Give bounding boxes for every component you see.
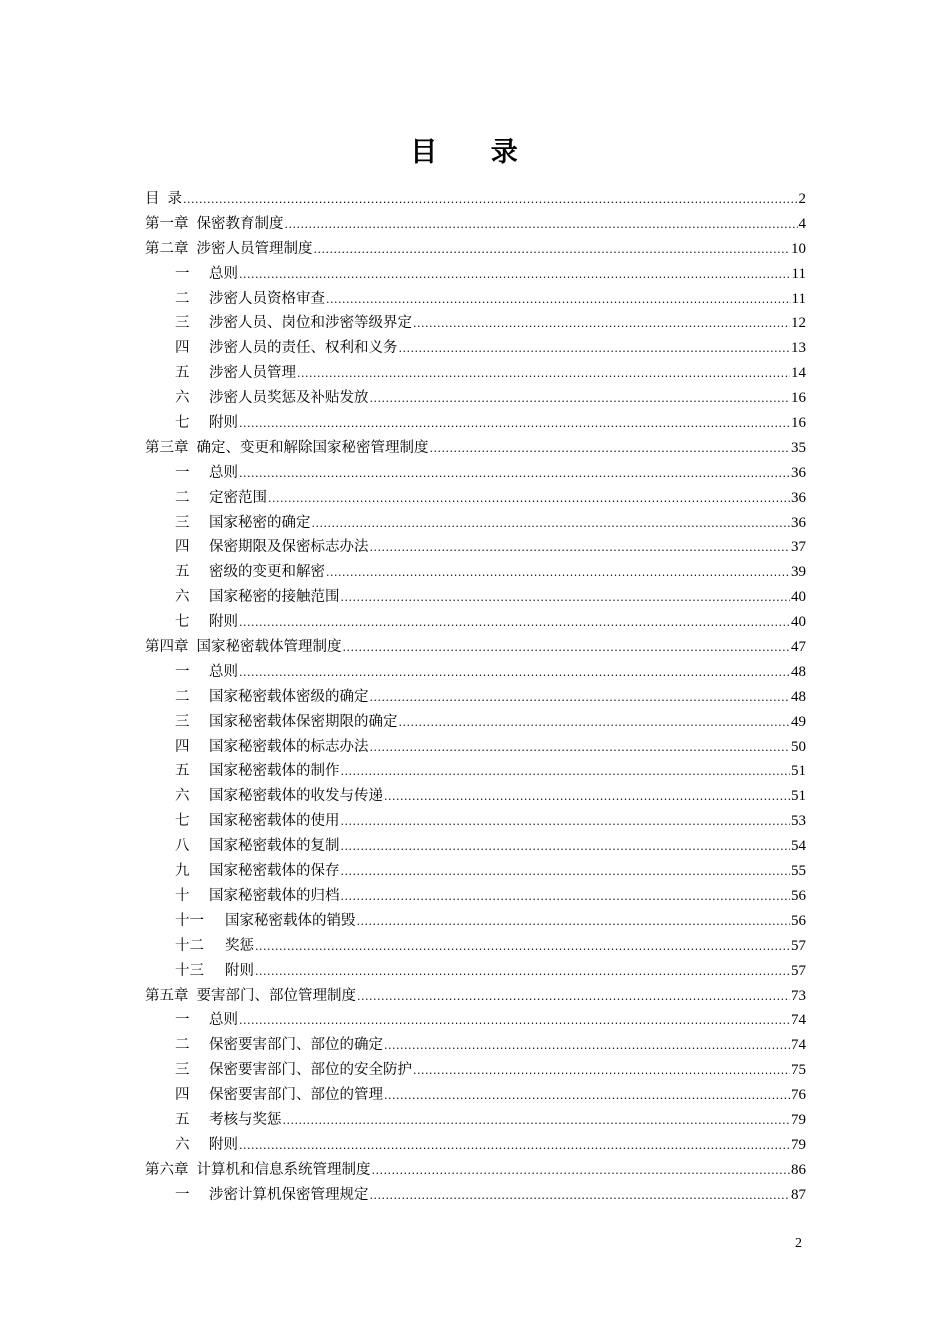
- toc-entry-title: 保密要害部门、部位的管理: [209, 1087, 383, 1104]
- toc-entry-title: 国家秘密载体管理制度: [196, 639, 342, 656]
- toc-entry-number: 二: [175, 290, 190, 307]
- toc-section-entry[interactable]: [145, 1183, 806, 1208]
- toc-section-entry[interactable]: [145, 262, 806, 287]
- toc-entry-page: 79: [791, 1136, 806, 1153]
- toc-entry-number: 六: [175, 390, 190, 407]
- toc-entry-number: 第五章: [145, 987, 189, 1004]
- toc-entry-title: 总则: [209, 464, 238, 481]
- toc-entry-number: 十一: [175, 912, 204, 929]
- table-of-contents: [145, 187, 806, 1208]
- toc-dot-leader: [341, 865, 791, 878]
- toc-section-entry[interactable]: [145, 809, 806, 834]
- toc-entry-page: 2: [798, 191, 806, 207]
- toc-entry-number: 五: [175, 564, 190, 581]
- toc-dot-leader: [268, 492, 790, 505]
- toc-entry-title: 附则: [209, 415, 238, 432]
- toc-entry-number: 十二: [175, 937, 204, 954]
- toc-section-entry[interactable]: [145, 1058, 806, 1083]
- toc-entry-title: 考核与奖惩: [209, 1111, 282, 1128]
- toc-entry-page: 50: [791, 738, 806, 755]
- toc-dot-leader: [370, 1189, 791, 1202]
- toc-dot-leader: [255, 940, 790, 953]
- toc-entry-title: 保密期限及保密标志办法: [209, 539, 369, 556]
- toc-entry-page: 56: [791, 912, 806, 929]
- toc-section-entry[interactable]: [145, 859, 806, 884]
- toc-dot-leader: [239, 1014, 790, 1027]
- toc-entry-number: 第四章: [145, 639, 189, 656]
- toc-entry-page: 53: [791, 813, 806, 830]
- toc-entry-title: 密级的变更和解密: [209, 564, 325, 581]
- toc-section-entry[interactable]: [145, 560, 806, 585]
- toc-entry-page: 55: [791, 863, 806, 880]
- toc-dot-leader: [384, 1089, 790, 1102]
- toc-entry-number: 第三章: [145, 439, 189, 456]
- toc-section-entry[interactable]: [145, 336, 806, 361]
- toc-entry-page: 40: [791, 589, 806, 606]
- toc-entry-title: 涉密计算机保密管理规定: [209, 1186, 369, 1203]
- toc-dot-leader: [341, 765, 791, 778]
- toc-section-entry[interactable]: [145, 710, 806, 735]
- toc-entry-title: 保密教育制度: [196, 215, 284, 232]
- toc-entry-page: 48: [791, 688, 806, 705]
- toc-dot-leader: [370, 741, 791, 754]
- toc-entry-number: 八: [175, 838, 190, 855]
- toc-section-entry[interactable]: [145, 759, 806, 784]
- toc-section-entry[interactable]: [145, 486, 806, 511]
- toc-entry-number: 一: [175, 265, 190, 282]
- toc-entry-number: 七: [175, 415, 190, 432]
- toc-entry-page: 56: [791, 887, 806, 904]
- toc-chapter-entry[interactable]: [145, 212, 806, 237]
- toc-entry-page: 76: [791, 1087, 806, 1104]
- toc-dot-leader: [430, 442, 791, 455]
- toc-dot-leader: [183, 193, 798, 206]
- toc-entry-page: 86: [791, 1161, 806, 1178]
- toc-chapter-entry[interactable]: [145, 984, 806, 1009]
- toc-entry-title: 涉密人员奖惩及补贴发放: [209, 390, 369, 407]
- toc-section-entry[interactable]: [145, 685, 806, 710]
- toc-entry-page: 74: [791, 1012, 806, 1029]
- toc-entry-title: 涉密人员资格审查: [209, 290, 325, 307]
- toc-entry-page: 11: [791, 265, 806, 282]
- toc-dot-leader: [239, 417, 790, 430]
- toc-dot-leader: [399, 716, 791, 729]
- toc-dot-leader: [341, 591, 791, 604]
- toc-section-entry[interactable]: [145, 884, 806, 909]
- toc-section-entry[interactable]: [145, 386, 806, 411]
- toc-entry-number: 十: [175, 887, 190, 904]
- toc-entry-title: 国家秘密载体的保存: [209, 863, 340, 880]
- toc-dot-leader: [326, 293, 791, 306]
- toc-entry-page: 57: [791, 962, 806, 979]
- toc-entry-title: 确定、变更和解除国家秘密管理制度: [196, 439, 429, 456]
- toc-entry-number: 五: [175, 365, 190, 382]
- toc-entry-number: 三: [175, 315, 190, 332]
- toc-section-entry[interactable]: [145, 834, 806, 859]
- toc-dot-leader: [239, 666, 790, 679]
- toc-entry-page: 51: [791, 788, 806, 805]
- toc-entry-title: 奖惩: [225, 937, 254, 954]
- toc-dot-leader: [399, 342, 791, 355]
- toc-section-entry[interactable]: [145, 361, 806, 386]
- toc-dot-leader: [285, 218, 798, 231]
- toc-dot-leader: [343, 641, 791, 654]
- toc-entry-title: 国家秘密的确定: [209, 514, 311, 531]
- toc-entry-page: 49: [791, 713, 806, 730]
- toc-entry-number: 五: [175, 1111, 190, 1128]
- toc-entry-page: 40: [791, 614, 806, 631]
- toc-chapter-entry[interactable]: [145, 1158, 806, 1183]
- toc-dot-leader: [413, 1064, 790, 1077]
- toc-entry-title: 保密要害部门、部位的确定: [209, 1037, 383, 1054]
- toc-entry-number: 六: [175, 589, 190, 606]
- toc-dot-leader: [314, 243, 791, 256]
- toc-entry-page: 51: [791, 763, 806, 780]
- toc-entry-title: 定密范围: [209, 489, 267, 506]
- toc-entry-number: 一: [175, 663, 190, 680]
- toc-entry-page: 16: [791, 390, 806, 407]
- toc-entry-number: 三: [175, 514, 190, 531]
- toc-entry-number: 九: [175, 863, 190, 880]
- toc-dot-leader: [384, 790, 790, 803]
- toc-entry-page: 12: [791, 315, 806, 332]
- toc-entry-page: 14: [791, 365, 806, 382]
- toc-dot-leader: [326, 566, 790, 579]
- toc-section-entry[interactable]: [145, 660, 806, 685]
- toc-section-entry[interactable]: [145, 1008, 806, 1033]
- toc-entry-page: 36: [791, 489, 806, 506]
- toc-section-entry[interactable]: [145, 411, 806, 436]
- toc-entry-title: 国家秘密载体的归档: [209, 887, 340, 904]
- page-title: 目 录: [410, 137, 540, 168]
- toc-entry-title: 国家秘密载体的标志办法: [209, 738, 369, 755]
- toc-entry-title: 国家秘密载体的销毁: [225, 912, 356, 929]
- toc-entry-page: 48: [791, 663, 806, 680]
- toc-entry-title: 国家秘密载体的复制: [209, 838, 340, 855]
- toc-entry-page: 36: [791, 464, 806, 481]
- toc-entry-page: 39: [791, 564, 806, 581]
- toc-entry-number: 六: [175, 788, 190, 805]
- toc-section-entry[interactable]: [145, 1133, 806, 1158]
- toc-entry-page: 4: [798, 215, 806, 232]
- toc-section-entry[interactable]: [145, 959, 806, 984]
- toc-section-entry[interactable]: [145, 1083, 806, 1108]
- toc-chapter-entry[interactable]: [145, 237, 806, 262]
- toc-entry-title: 附则: [209, 614, 238, 631]
- toc-dot-leader: [239, 616, 790, 629]
- toc-entry-number: 四: [175, 738, 190, 755]
- toc-entry-number: 七: [175, 813, 190, 830]
- toc-entry-number: 十三: [175, 962, 204, 979]
- toc-entry-number: 一: [175, 1012, 190, 1029]
- toc-dot-leader: [370, 392, 791, 405]
- toc-entry-title: 涉密人员管理: [209, 365, 296, 382]
- toc-entry-number: 第一章: [145, 215, 189, 232]
- toc-entry-number: 四: [175, 340, 190, 357]
- toc-entry-page: 35: [791, 439, 806, 456]
- toc-dot-leader: [370, 541, 791, 554]
- toc-entry-number: 一: [175, 1186, 190, 1203]
- toc-dot-leader: [297, 367, 790, 380]
- toc-entry-page: 79: [791, 1111, 806, 1128]
- toc-dot-leader: [341, 890, 791, 903]
- toc-entry-title: 总则: [209, 1012, 238, 1029]
- toc-entry-number: 七: [175, 614, 190, 631]
- toc-entry-title: 国家秘密的接触范围: [209, 589, 340, 606]
- toc-entry-number: 目: [145, 191, 160, 207]
- toc-dot-leader: [341, 840, 791, 853]
- toc-entry-page: 54: [791, 838, 806, 855]
- toc-chapter-entry[interactable]: [145, 436, 806, 461]
- toc-dot-leader: [239, 467, 790, 480]
- toc-entry-number: 四: [175, 539, 190, 556]
- toc-entry-title: 国家秘密载体密级的确定: [209, 688, 369, 705]
- toc-dot-leader: [357, 990, 790, 1003]
- toc-dot-leader: [312, 517, 791, 530]
- footer-page-number: 2: [795, 1236, 802, 1251]
- toc-entry-number: 四: [175, 1087, 190, 1104]
- toc-chapter-entry[interactable]: [145, 187, 806, 212]
- toc-section-entry[interactable]: [145, 610, 806, 635]
- toc-entry-title: 涉密人员的责任、权利和义务: [209, 340, 398, 357]
- toc-entry-number: 二: [175, 489, 190, 506]
- toc-entry-page: 16: [791, 415, 806, 432]
- toc-entry-title: 总则: [209, 663, 238, 680]
- toc-entry-page: 36: [791, 514, 806, 531]
- toc-entry-title: 总则: [209, 265, 238, 282]
- toc-entry-title: 保密要害部门、部位的安全防护: [209, 1062, 412, 1079]
- toc-entry-page: 73: [791, 987, 806, 1004]
- toc-entry-number: 第六章: [145, 1161, 189, 1178]
- toc-section-entry[interactable]: [145, 735, 806, 760]
- toc-entry-number: 六: [175, 1136, 190, 1153]
- toc-entry-title: 国家秘密载体的制作: [209, 763, 340, 780]
- toc-entry-page: 10: [791, 240, 806, 257]
- toc-entry-page: 74: [791, 1037, 806, 1054]
- toc-entry-page: 47: [791, 639, 806, 656]
- toc-entry-page: 37: [791, 539, 806, 556]
- toc-entry-page: 13: [791, 340, 806, 357]
- toc-section-entry[interactable]: [145, 784, 806, 809]
- toc-section-entry[interactable]: [145, 461, 806, 486]
- toc-entry-title: 国家秘密载体保密期限的确定: [209, 713, 398, 730]
- toc-entry-number: 第二章: [145, 240, 189, 257]
- toc-dot-leader: [341, 815, 791, 828]
- toc-entry-title: 涉密人员、岗位和涉密等级界定: [209, 315, 412, 332]
- toc-chapter-entry[interactable]: [145, 635, 806, 660]
- toc-dot-leader: [357, 915, 791, 928]
- toc-dot-leader: [372, 1164, 791, 1177]
- toc-section-entry[interactable]: [145, 585, 806, 610]
- toc-entry-number: 三: [175, 713, 190, 730]
- toc-entry-page: 75: [791, 1062, 806, 1079]
- toc-entry-title: 附则: [225, 962, 254, 979]
- toc-dot-leader: [384, 1039, 790, 1052]
- toc-dot-leader: [413, 317, 790, 330]
- toc-section-entry[interactable]: [145, 511, 806, 536]
- toc-entry-title: 国家秘密载体的收发与传递: [209, 788, 383, 805]
- toc-section-entry[interactable]: [145, 311, 806, 336]
- toc-section-entry[interactable]: [145, 909, 806, 934]
- toc-entry-title: 国家秘密载体的使用: [209, 813, 340, 830]
- toc-section-entry[interactable]: [145, 535, 806, 560]
- toc-section-entry[interactable]: [145, 287, 806, 312]
- toc-entry-number: 三: [175, 1062, 190, 1079]
- toc-dot-leader: [370, 691, 791, 704]
- toc-entry-page: 87: [791, 1186, 806, 1203]
- toc-entry-number: 二: [175, 1037, 190, 1054]
- toc-entry-number: 二: [175, 688, 190, 705]
- toc-entry-number: 五: [175, 763, 190, 780]
- toc-entry-number: 一: [175, 464, 190, 481]
- toc-entry-title: 录: [167, 191, 182, 207]
- toc-entry-title: 涉密人员管理制度: [196, 240, 313, 257]
- toc-entry-page: 11: [791, 290, 806, 307]
- toc-entry-page: 57: [791, 937, 806, 954]
- toc-dot-leader: [255, 965, 790, 978]
- toc-entry-title: 附则: [209, 1136, 238, 1153]
- toc-section-entry[interactable]: [145, 934, 806, 959]
- toc-section-entry[interactable]: [145, 1108, 806, 1133]
- toc-section-entry[interactable]: [145, 1033, 806, 1058]
- toc-dot-leader: [283, 1114, 791, 1127]
- toc-entry-title: 计算机和信息系统管理制度: [196, 1161, 371, 1178]
- toc-dot-leader: [239, 268, 791, 281]
- toc-entry-title: 要害部门、部位管理制度: [196, 987, 356, 1004]
- toc-dot-leader: [239, 1139, 790, 1152]
